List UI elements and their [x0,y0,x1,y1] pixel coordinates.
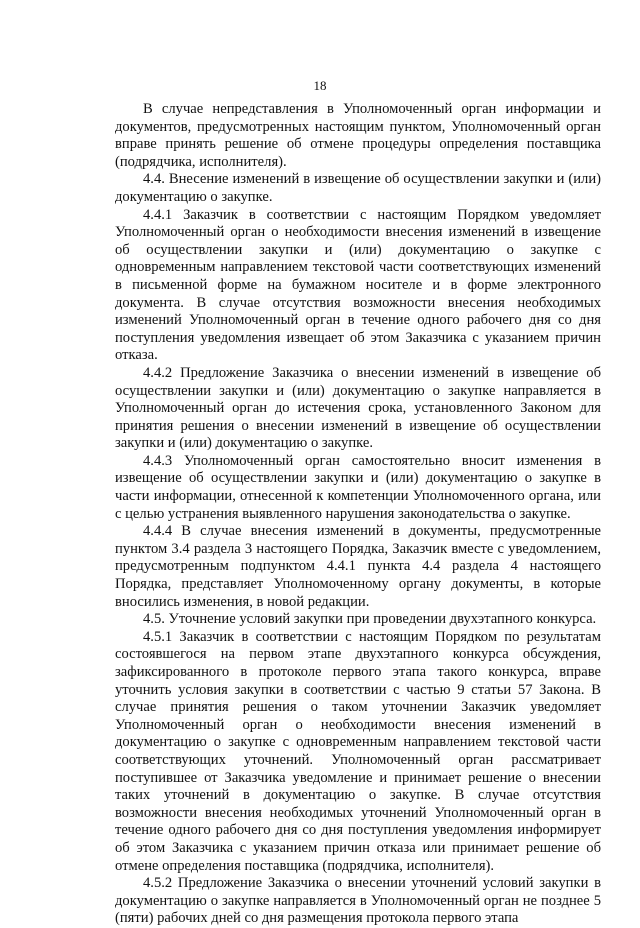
paragraph-4-5-1: 4.5.1 Заказчик в соответствии с настоящим Порядком по результатам состоявшегося на первом этапе двухэтапного конкурса обсуждения, зафиксированного в протоколе первого этапа такого конкурса, вправе уточнить условия закупки в соответствии с частью 9 статьи 57 Закона. В случае принятия решения о таком уточнении Заказчик уведомляет Уполномоченный орган о необходимости внесения изменений в документацию о закупке с одновременным направлением текстовой части соответствующих уточнений. Уполномоченный орган рассматривает поступившее от Заказчика уведомление и принимает решение о внесении таких уточнений в документацию о закупке. В случае отсутствия возможности внесения необходимых уточнений Уполномоченный орган в течение одного рабочего дня со дня поступления уведомления информирует об этом Заказчика с указанием причин отказа или принимает решение об отмене определения поставщика (подрядчика, исполнителя). [115,628,601,874]
document-body [115,101,601,928]
paragraph-4-5-heading: 4.5. Уточнение условий закупки при проведении двухэтапного конкурса. [143,611,597,628]
paragraph-4-5-2: 4.5.2 Предложение Заказчика о внесении уточнений условий закупки в документацию о закупке направляется в Уполномоченный орган не позднее 5 (пяти) рабочих дней со дня размещения протокола первого этапа [115,875,601,927]
paragraph-4-4-3: 4.4.3 Уполномоченный орган самостоятельно вносит изменения в извещение об осуществлении закупки и (или) документацию о закупке в части информации, отнесенной к компетенции Уполномоченного органа, или с целью устранения выявленного нарушения законодательства о закупке. [115,452,601,522]
paragraph-4-4-4: 4.4.4 В случае внесения изменений в документы, предусмотренные пунктом 3.4 раздела 3 настоящего Порядка, Заказчик вместе с уведомлением, предусмотренным подпунктом 4.4.1 пункта 4.4 раздела 4 настоящего Порядка, представляет Уполномоченному органу документы, в которые вносились изменения, в новой редакции. [115,523,601,610]
paragraph-4-4-2: 4.4.2 Предложение Заказчика о внесении изменений в извещение об осуществлении закупки и (или) документацию о закупке направляется в Уполномоченный орган до истечения срока, установленного Законом для принятия решения о внесении изменений в извещение об осуществлении закупки и (или) документацию о закупке. [115,364,601,452]
paragraph-4-4-1: 4.4.1 Заказчик в соответствии с настоящим Порядком уведомляет Уполномоченный орган о необходимости внесения изменений в извещение об осуществлении закупки и (или) документацию о закупке с одновременным направлением текстовой части соответствующих изменений в письменной форме на бумажном носителе и в форме электронного документа. В случае отсутствия возможности внесения необходимых изменений Уполномоченный орган в течение одного рабочего дня со дня поступления уведомления извещает об этом Заказчика с указанием причин отказа. [115,206,601,364]
paragraph-4-4-heading: 4.4. Внесение изменений в извещение об осуществлении закупки и (или) документацию о закупке. [115,171,601,205]
page-number: 18 [313,78,327,93]
paragraph-nonsubmission: В случае непредставления в Уполномоченный орган информации и документов, предусмотренных настоящим пунктом, Уполномоченный орган вправе принять решение об отмене процедуры определения поставщика (подрядчика, исполнителя). [115,101,601,170]
